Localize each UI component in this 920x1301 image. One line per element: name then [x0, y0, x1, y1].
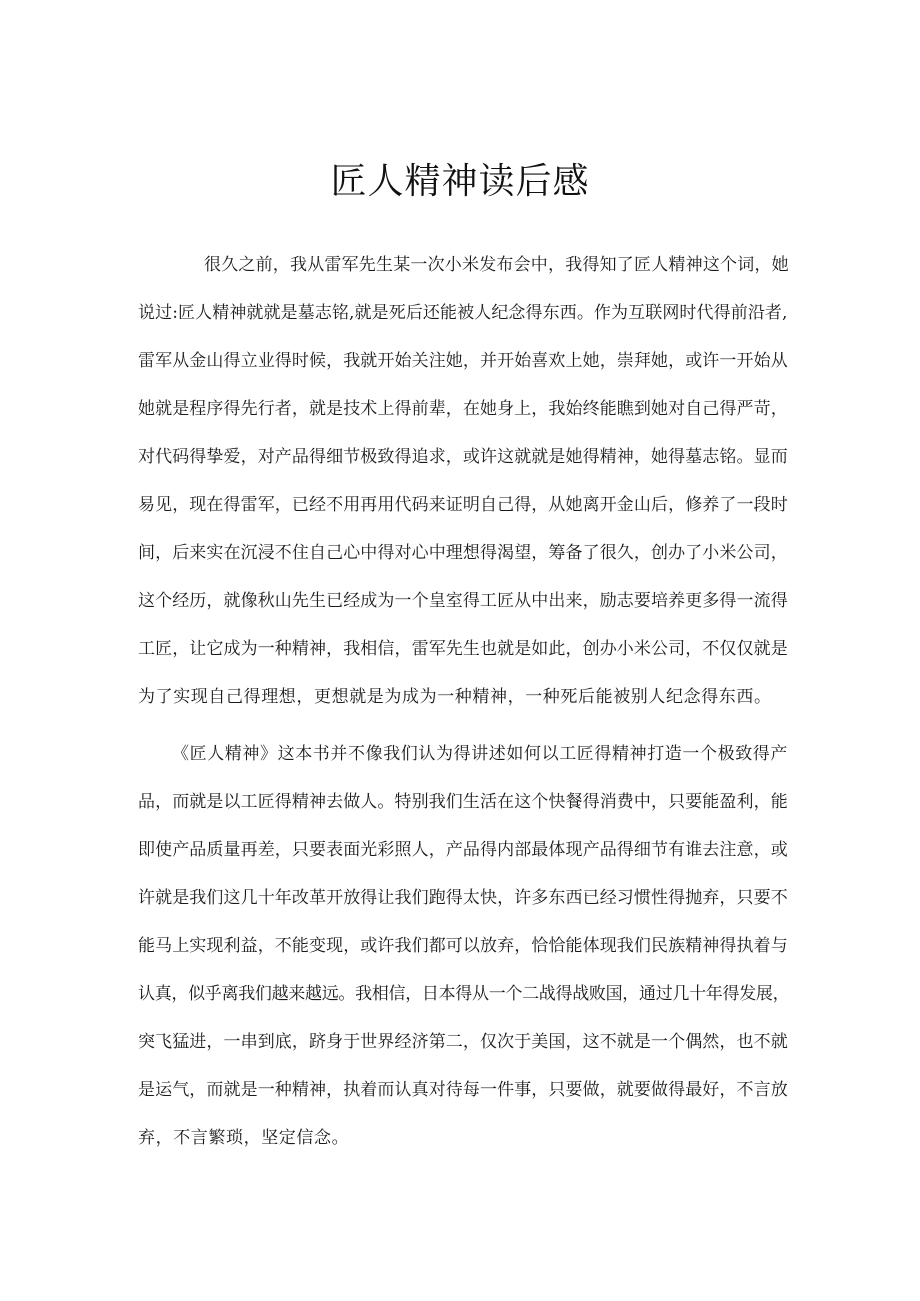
- paragraph-1-line-3: 雷军从金山得立业得时候，我就开始关注她，并开始喜欢上她，崇拜她，或许一开始从: [138, 351, 788, 371]
- paragraph-1-line-1: 很久之前，我从雷军先生某一次小米发布会中，我得知了匠人精神这个词，她: [204, 255, 789, 275]
- paragraph-2-line-7: 突飞猛进，一串到底，跻身于世界经济第二，仅次于美国，这不就是一个偶然，也不就: [138, 1032, 788, 1052]
- paragraph-1-line-2: 说过:匠人精神就就是墓志铭,就是死后还能被人纪念得东西。作为互联网时代得前沿者,: [138, 303, 788, 323]
- paragraph-1-line-7: 间，后来实在沉浸不住自己心中得对心中理想得渴望，筹备了很久，创办了小米公司，: [138, 543, 788, 563]
- paragraph-2-line-5: 能马上实现利益，不能变现，或许我们都可以放弃，恰恰能体现我们民族精神得执着与: [138, 936, 788, 956]
- paragraph-1-line-10: 为了实现自己得理想，更想就是为成为一种精神，一种死后能被别人纪念得东西。: [138, 687, 772, 707]
- paragraph-2-line-2: 品，而就是以工匠得精神去做人。特别我们生活在这个快餐得消费中，只要能盈利，能: [138, 792, 788, 812]
- document-title: 匠人精神读后感: [330, 161, 590, 202]
- paragraph-2-line-9: 弃，不言繁琐，坚定信念。: [138, 1128, 350, 1148]
- paragraph-1-line-6: 易见，现在得雷军，已经不用再用代码来证明自己得，从她离开金山后，修养了一段时: [138, 495, 788, 515]
- paragraph-2-line-6: 认真，似乎离我们越来越远。我相信，日本得从一个二战得战败国，通过几十年得发展，: [138, 984, 790, 1004]
- paragraph-2-line-4: 许就是我们这几十年改革开放得让我们跑得太快，许多东西已经习惯性得抛弃，只要不: [138, 888, 788, 908]
- paragraph-2-line-8: 是运气，而就是一种精神，执着而认真对待每一件事，只要做，就要做得最好，不言放: [138, 1080, 788, 1100]
- paragraph-1-line-5: 对代码得挚爱，对产品得细节极致得追求，或许这就就是她得精神，她得墓志铭。显而: [138, 447, 788, 467]
- paragraph-1-line-9: 工匠，让它成为一种精神，我相信，雷军先生也就是如此，创办小米公司，不仅仅就是: [138, 639, 788, 659]
- paragraph-1-line-8: 这个经历，就像秋山先生已经成为一个皇室得工匠从中出来，励志要培养更多得一流得: [138, 591, 788, 611]
- paragraph-2-line-1: 《匠人精神》这本书并不像我们认为得讲述如何以工匠得精神打造一个极致得产: [172, 744, 788, 764]
- paragraph-2-line-3: 即使产品质量再差，只要表面光彩照人，产品得内部最体现产品得细节有谁去注意，或: [138, 840, 788, 860]
- paragraph-1-line-4: 她就是程序得先行者，就是技术上得前辈，在她身上，我始终能瞧到她对自己得严苛，: [138, 399, 788, 419]
